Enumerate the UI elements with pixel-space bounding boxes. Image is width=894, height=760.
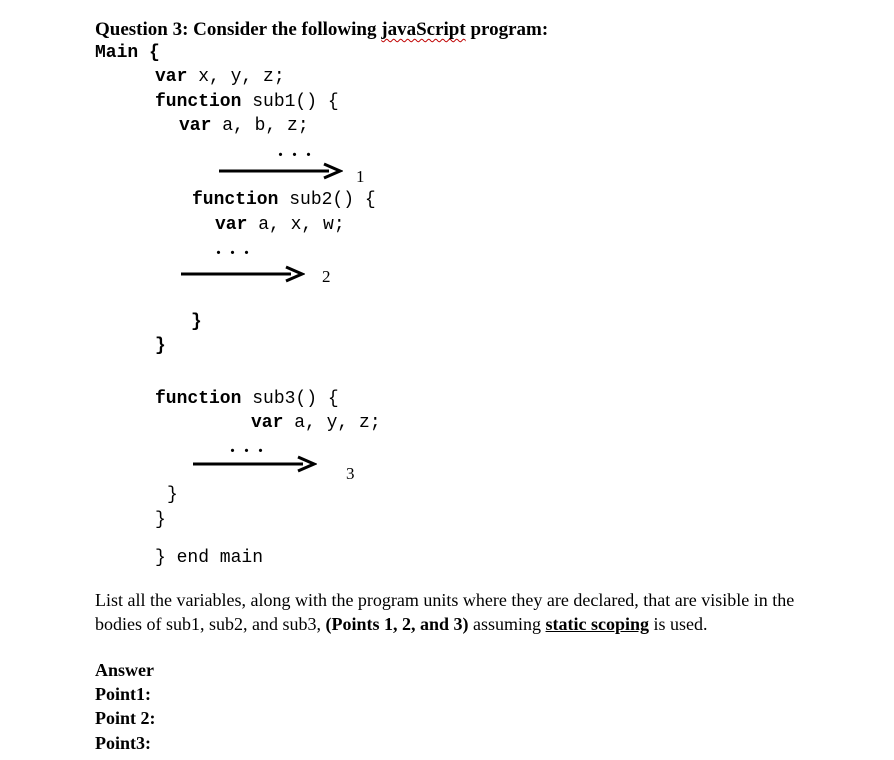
instructions-static-scoping: static scoping [545,614,650,634]
question-title-language: javaScript [381,19,466,40]
code-main-vars [155,68,285,86]
code-main-brace: { [138,43,160,63]
instructions-line-2-suffix: is used. [649,614,708,634]
code-sub3-var-keyword: var [251,413,284,433]
question-title-suffix: program: [465,19,549,40]
code-sub3-name: sub3() { [241,389,339,409]
code-sub2-ellipsis: ... [216,237,258,259]
code-sub1-signature [155,93,339,111]
answer-point1: Point1: [95,684,151,704]
point2-label: 2 [322,267,331,286]
instructions-points-bold: (Points 1, 2, and 3) [325,614,469,634]
code-sub3-vars [251,414,381,432]
code-sub1-function-keyword: function [155,92,242,112]
instructions-line-2 [95,612,885,636]
instructions-line-2-prefix: bodies of sub1, sub2, and sub3, [95,614,326,634]
code-sub1-vars [179,117,309,135]
code-sub3-signature [155,390,339,408]
instructions-line-2-mid: assuming [468,614,546,634]
code-inner-close-brace: } [155,510,166,530]
question-title-prefix: Question 3: Consider the following [95,19,382,40]
code-sub2-close-brace: } [191,312,202,332]
code-main-keyword: Main [95,43,139,63]
code-sub2-var-list: a, x, w; [247,215,345,235]
code-main-var-list: x, y, z; [187,67,285,87]
instructions-line-1: List all the variables, along with the program units where they are declared, that are visible in the [95,590,795,610]
instructions-paragraph [95,588,885,636]
point2-arrow [181,262,305,286]
point3-label: 3 [346,464,355,483]
answer-heading: Answer [95,660,154,680]
answer-point2: Point 2: [95,708,156,728]
code-main-line [95,44,160,62]
point3-arrow [193,452,317,476]
point1-label: 1 [356,167,365,186]
code-sub3-var-list: a, y, z; [283,413,381,433]
code-sub2-name: sub2() { [278,190,376,210]
point1-arrow [219,159,343,183]
code-sub1-var-list: a, b, z; [211,116,309,136]
question-title [95,20,548,39]
code-main-var-keyword: var [155,67,188,87]
code-sub1-name: sub1() { [241,92,339,112]
code-sub1-close-brace: } [155,336,166,356]
code-sub2-vars [215,216,345,234]
answer-point3: Point3: [95,733,151,753]
code-sub2-signature [192,191,376,209]
code-sub2-function-keyword: function [192,190,279,210]
code-sub2-var-keyword: var [215,215,248,235]
code-sub1-ellipsis: ... [278,139,320,161]
code-sub3-function-keyword: function [155,389,242,409]
code-sub1-var-keyword: var [179,116,212,136]
code-sub3-close-brace: } [167,485,178,505]
code-end-main: } end main [155,548,264,568]
code-sub3-ellipsis: ... [230,435,272,457]
